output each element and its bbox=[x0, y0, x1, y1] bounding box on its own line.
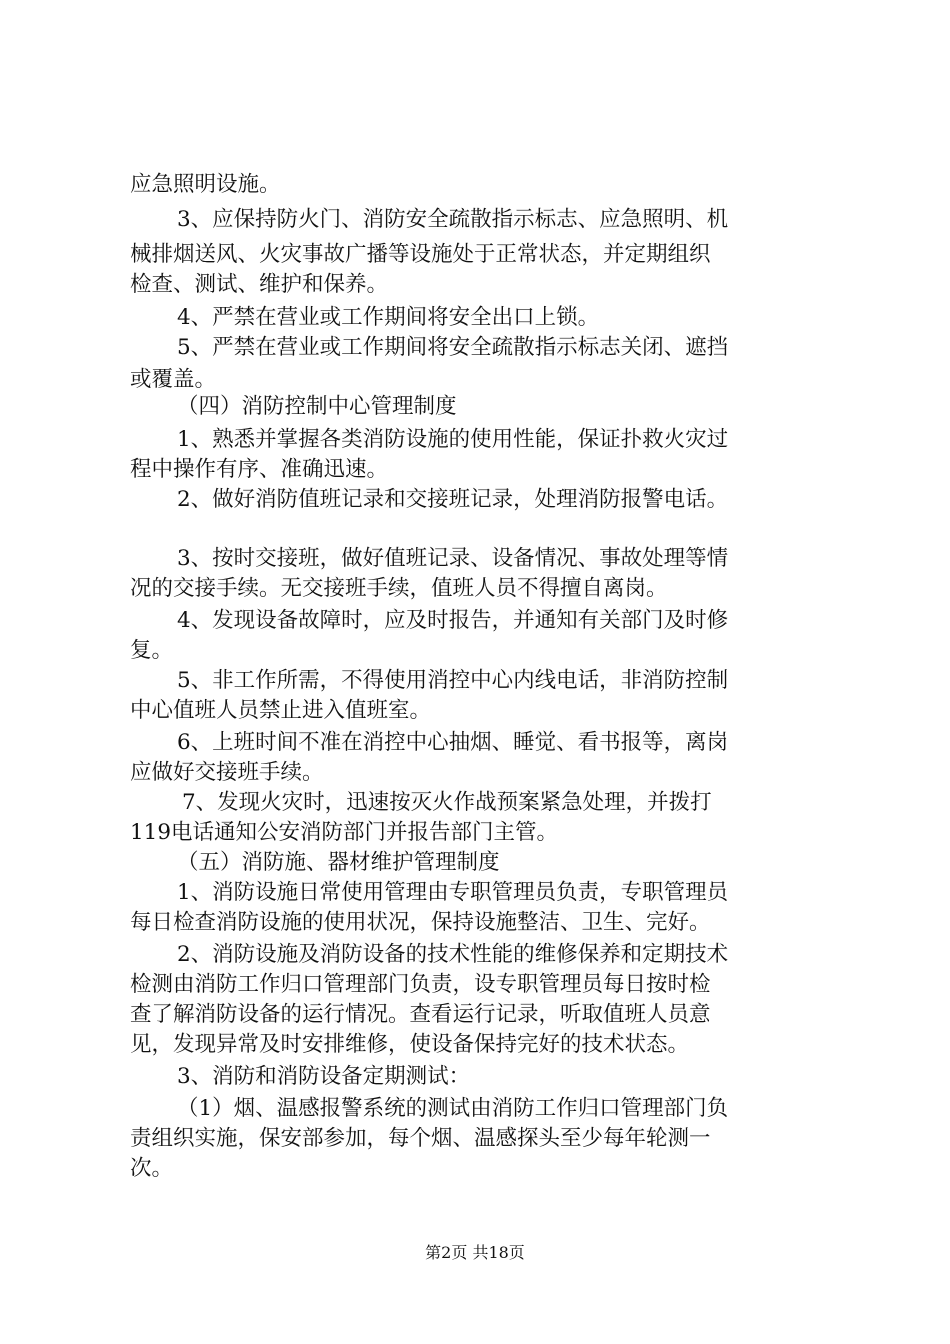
text-line: 检查、测试、维护和保养。 bbox=[130, 272, 389, 297]
text-line: 次。 bbox=[130, 1156, 174, 1181]
text-line: 6、上班时间不准在消控中心抽烟、睡觉、看书报等，离岗 bbox=[177, 730, 729, 755]
page-footer: 第2页 共18页 bbox=[425, 1243, 525, 1262]
text-line: （1）烟、温感报警系统的测试由消防工作归口管理部门负 bbox=[177, 1096, 729, 1121]
section-heading: （五）消防施、器材维护管理制度 bbox=[177, 850, 500, 875]
text-line: 3、应保持防火门、消防安全疏散指示标志、应急照明、机 bbox=[177, 207, 729, 232]
text-line: 查了解消防设备的运行情况。查看运行记录，听取值班人员意 bbox=[130, 1002, 711, 1027]
section-heading: （四）消防控制中心管理制度 bbox=[177, 394, 457, 419]
text-line: 检测由消防工作归口管理部门负责，设专职管理员每日按时检 bbox=[130, 972, 711, 997]
text-line: 2、做好消防值班记录和交接班记录，处理消防报警电话。 bbox=[177, 487, 729, 512]
text-line: 应急照明设施。 bbox=[130, 172, 281, 197]
text-line: 责组织实施，保安部参加，每个烟、温感探头至少每年轮测一 bbox=[130, 1126, 711, 1151]
text-line: 119电话通知公安消防部门并报告部门主管。 bbox=[130, 820, 559, 845]
text-line: 1、熟悉并掌握各类消防设施的使用性能，保证扑救火灾过 bbox=[177, 427, 729, 452]
text-line: 4、严禁在营业或工作期间将安全出口上锁。 bbox=[177, 305, 600, 330]
text-line: 1、消防设施日常使用管理由专职管理员负责，专职管理员 bbox=[177, 880, 729, 905]
text-line: 4、发现设备故障时，应及时报告，并通知有关部门及时修 bbox=[177, 608, 729, 633]
text-line: 程中操作有序、准确迅速。 bbox=[130, 457, 389, 482]
text-line: 见，发现异常及时安排维修，使设备保持完好的技术状态。 bbox=[130, 1032, 690, 1057]
text-line: 7、发现火灾时，迅速按灭火作战预案紧急处理，并拨打 bbox=[182, 790, 712, 815]
text-line: 况的交接手续。无交接班手续，值班人员不得擅自离岗。 bbox=[130, 576, 668, 601]
text-line: 5、非工作所需，不得使用消控中心内线电话，非消防控制 bbox=[177, 668, 729, 693]
text-line: 复。 bbox=[130, 638, 174, 663]
text-line: 2、消防设施及消防设备的技术性能的维修保养和定期技术 bbox=[177, 942, 729, 967]
text-line: 5、严禁在营业或工作期间将安全疏散指示标志关闭、遮挡 bbox=[177, 335, 729, 360]
text-line: 3、按时交接班，做好值班记录、设备情况、事故处理等情 bbox=[177, 546, 729, 571]
text-line: 中心值班人员禁止进入值班室。 bbox=[130, 698, 432, 723]
text-line: 应做好交接班手续。 bbox=[130, 760, 324, 785]
text-line: 3、消防和消防设备定期测试： bbox=[177, 1064, 471, 1089]
text-line: 械排烟送风、火灾事故广播等设施处于正常状态，并定期组织 bbox=[130, 242, 711, 267]
text-line: 每日检查消防设施的使用状况，保持设施整洁、卫生、完好。 bbox=[130, 910, 711, 935]
text-line: 或覆盖。 bbox=[130, 367, 217, 392]
